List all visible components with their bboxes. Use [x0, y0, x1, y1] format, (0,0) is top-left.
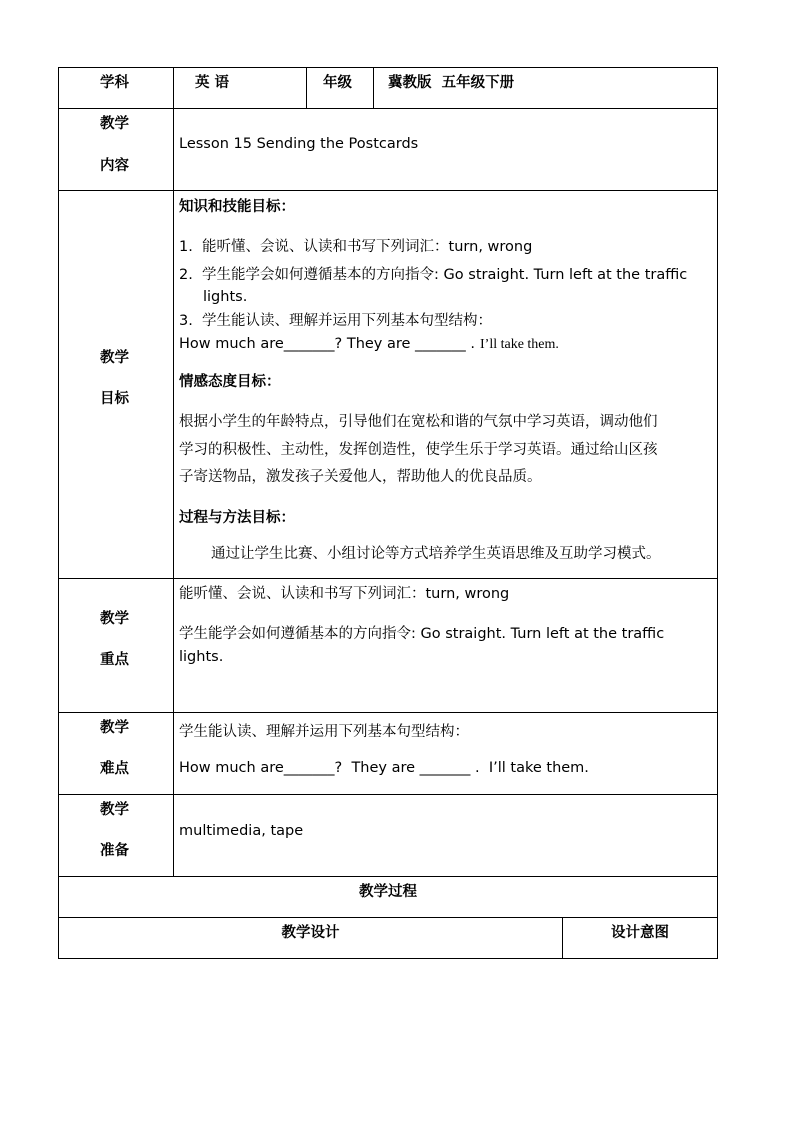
key-points-label-line1: 教学: [100, 611, 129, 627]
emotion-text-line3: 子寄送物品，激发孩子关爱他人，帮助他人的优良品质。: [179, 469, 542, 485]
difficulties-line2: How much are_______? They are _______ . I’ll take them.: [179, 760, 589, 776]
subject-value: 英 语: [195, 75, 230, 91]
objective-item-1: 1. 能听懂、会说、认读和书写下列词汇：turn, wrong: [179, 239, 533, 255]
objective-item-3: 3. 学生能认读、理解并运用下列基本句型结构：: [179, 313, 493, 329]
key-points-label-line2: 重点: [100, 652, 129, 668]
intent-header: 设计意图: [611, 925, 669, 941]
subject-value-cell: [173, 67, 307, 109]
grade-label: 年级: [323, 75, 352, 91]
lesson-title: Lesson 15 Sending the Postcards: [179, 136, 419, 152]
objectives-label-line2: 目标: [100, 391, 129, 407]
key-points-line3: lights.: [179, 649, 224, 665]
emotion-text-line2: 学习的积极性、主动性，发挥创造性，使学生乐于学习英语。通过给山区孩: [179, 442, 658, 458]
difficulties-line1: 学生能认读、理解并运用下列基本句型结构：: [179, 724, 469, 740]
content-label-line2: 内容: [100, 158, 129, 174]
objective-item-2: 2. 学生能学会如何遵循基本的方向指令: Go straight. Turn left at the traffic: [179, 267, 688, 283]
difficulties-label-line2: 难点: [100, 761, 129, 777]
process-title: 教学过程: [359, 884, 417, 900]
objective-sentence-ending: I’ll take them.: [480, 337, 559, 352]
process-method-text: 通过让学生比赛、小组讨论等方式培养学生英语思维及互助学习模式。: [211, 546, 661, 562]
objectives-label-line1: 教学: [100, 350, 129, 366]
emotion-heading: 情感态度目标：: [179, 374, 281, 390]
key-points-line1: 能听懂、会说、认读和书写下列词汇：turn, wrong: [179, 586, 510, 602]
process-method-heading: 过程与方法目标：: [179, 510, 295, 526]
objective-sentence-pattern: How much are_______? They are _______ .: [179, 336, 476, 352]
content-label-line1: 教学: [100, 116, 129, 132]
key-points-label-cell: [58, 578, 174, 713]
grade-value: 冀教版 五年级下册: [388, 75, 515, 91]
knowledge-heading: 知识和技能目标：: [179, 199, 295, 215]
preparation-label-line1: 教学: [100, 802, 129, 818]
subject-label: 学科: [100, 75, 129, 91]
objectives-label-cell: [58, 190, 174, 579]
design-header: 教学设计: [281, 925, 340, 941]
objective-item-2-cont: lights.: [203, 289, 248, 305]
difficulties-label-line1: 教学: [100, 720, 129, 736]
preparation-value: multimedia, tape: [179, 823, 304, 839]
preparation-label-line2: 准备: [100, 843, 129, 859]
emotion-text-line1: 根据小学生的年龄特点，引导他们在宽松和谐的气氛中学习英语，调动他们: [179, 414, 658, 430]
key-points-line2: 学生能学会如何遵循基本的方向指令: Go straight. Turn left at the traffic: [179, 626, 665, 642]
